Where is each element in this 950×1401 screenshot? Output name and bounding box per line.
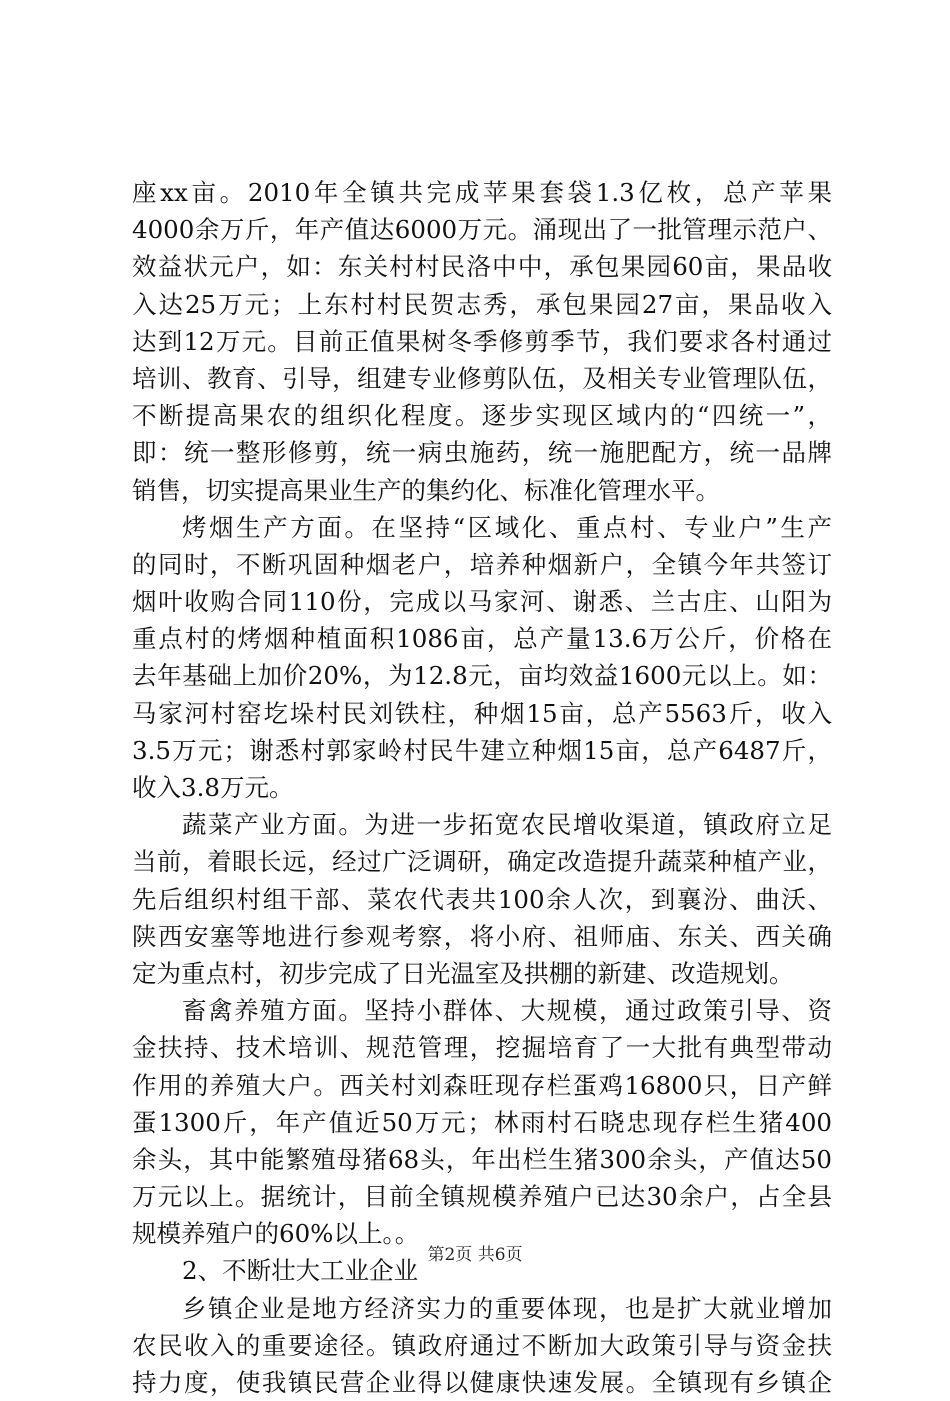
- text-line: 重点村的烤烟种植面积1086亩，总产量13.6万公斤，价格在: [132, 624, 832, 654]
- text-line: 收入3.8万元。: [132, 773, 294, 802]
- paragraph-start-line: 乡镇企业是地方经济实力的重要体现，也是扩大就业增加: [182, 1293, 832, 1323]
- text-line: 金扶持、技术培训、规范管理，挖掘培育了一大批有典型带动: [132, 1033, 832, 1063]
- text-line: 4000余万斤，年产值达6000万元。涌现出了一批管理示范户、: [132, 215, 832, 245]
- text-line: 规模养殖户的60%以上。。: [132, 1219, 420, 1249]
- text-line: 入达25万元；上东村村民贺志秀，承包果园27亩，果品收入: [132, 289, 832, 319]
- text-line: 余头，其中能繁殖母猪68头，年出栏生猪300余头，产值达50: [132, 1144, 832, 1174]
- text-line: 持力度，使我镇民营企业得以健康快速发展。全镇现有乡镇企: [132, 1368, 832, 1397]
- text-line: 作用的养殖大户。西关村刘森旺现存栏蛋鸡16800只，日产鲜: [132, 1070, 832, 1100]
- section-heading: 2、不断壮大工业企业: [182, 1256, 419, 1286]
- text-line: 当前，着眼长远，经过广泛调研，确定改造提升蔬菜种植产业，: [132, 847, 832, 877]
- text-line: 蛋1300斤，年产值近50万元；林雨村石晓忠现存栏生猪400: [132, 1107, 832, 1137]
- text-line: 3.5万元；谢悉村郭家岭村民牛建立种烟15亩，总产6487斤，: [132, 735, 832, 765]
- paragraph-start-line: 畜禽养殖方面。坚持小群体、大规模，通过政策引导、资: [182, 996, 832, 1026]
- text-line: 陕西安塞等地进行参观考察，将小府、祖师庙、东关、西关确: [132, 921, 832, 951]
- text-line: 马家河村窑圪垛村民刘铁柱，种烟15亩，总产5563斤，收入: [132, 698, 832, 728]
- text-line: 即：统一整形修剪，统一病虫施药，统一施肥配方，统一品牌: [132, 438, 832, 468]
- text-line: 的同时，不断巩固种烟老户，培养种烟新户，全镇今年共签订: [132, 549, 832, 579]
- text-line: 培训、教育、引导，组建专业修剪队伍，及相关专业管理队伍，: [132, 363, 832, 393]
- paragraph-start-line: 蔬菜产业方面。为进一步拓宽农民增收渠道，镇政府立足: [182, 810, 832, 840]
- text-line: 万元以上。据统计，目前全镇规模养殖户已达30余户，占全县: [132, 1182, 832, 1212]
- text-line: 销售，切实提高果业生产的集约化、标准化管理水平。: [132, 475, 720, 505]
- text-line: 农民收入的重要途径。镇政府通过不断加大政策引导与资金扶: [132, 1330, 832, 1360]
- text-line: 座xx亩。2010年全镇共完成苹果套袋1.3亿枚，总产苹果: [132, 178, 832, 207]
- text-line: 效益状元户，如：东关村村民洛中中，承包果园60亩，果品收: [132, 252, 832, 282]
- text-line: 烟叶收购合同110份，完成以马家河、谢悉、兰古庄、山阳为: [132, 587, 832, 617]
- paragraph-start-line: 烤烟生产方面。在坚持“区域化、重点村、专业户”生产: [182, 512, 832, 542]
- body-text: [132, 174, 832, 1401]
- page-number-footer: 第2页 共6页: [427, 1245, 523, 1265]
- text-line: 先后组织村组干部、菜农代表共100余人次，到襄汾、曲沃、: [132, 884, 832, 914]
- text-line: 定为重点村，初步完成了日光温室及拱棚的新建、改造规划。: [132, 958, 794, 988]
- text-line: 去年基础上加价20%，为12.8元，亩均效益1600元以上。如：: [132, 661, 832, 691]
- text-line: 达到12万元。目前正值果树冬季修剪季节，我们要求各村通过: [132, 326, 832, 356]
- text-line: 不断提高果农的组织化程度。逐步实现区域内的“四统一”，: [132, 401, 832, 431]
